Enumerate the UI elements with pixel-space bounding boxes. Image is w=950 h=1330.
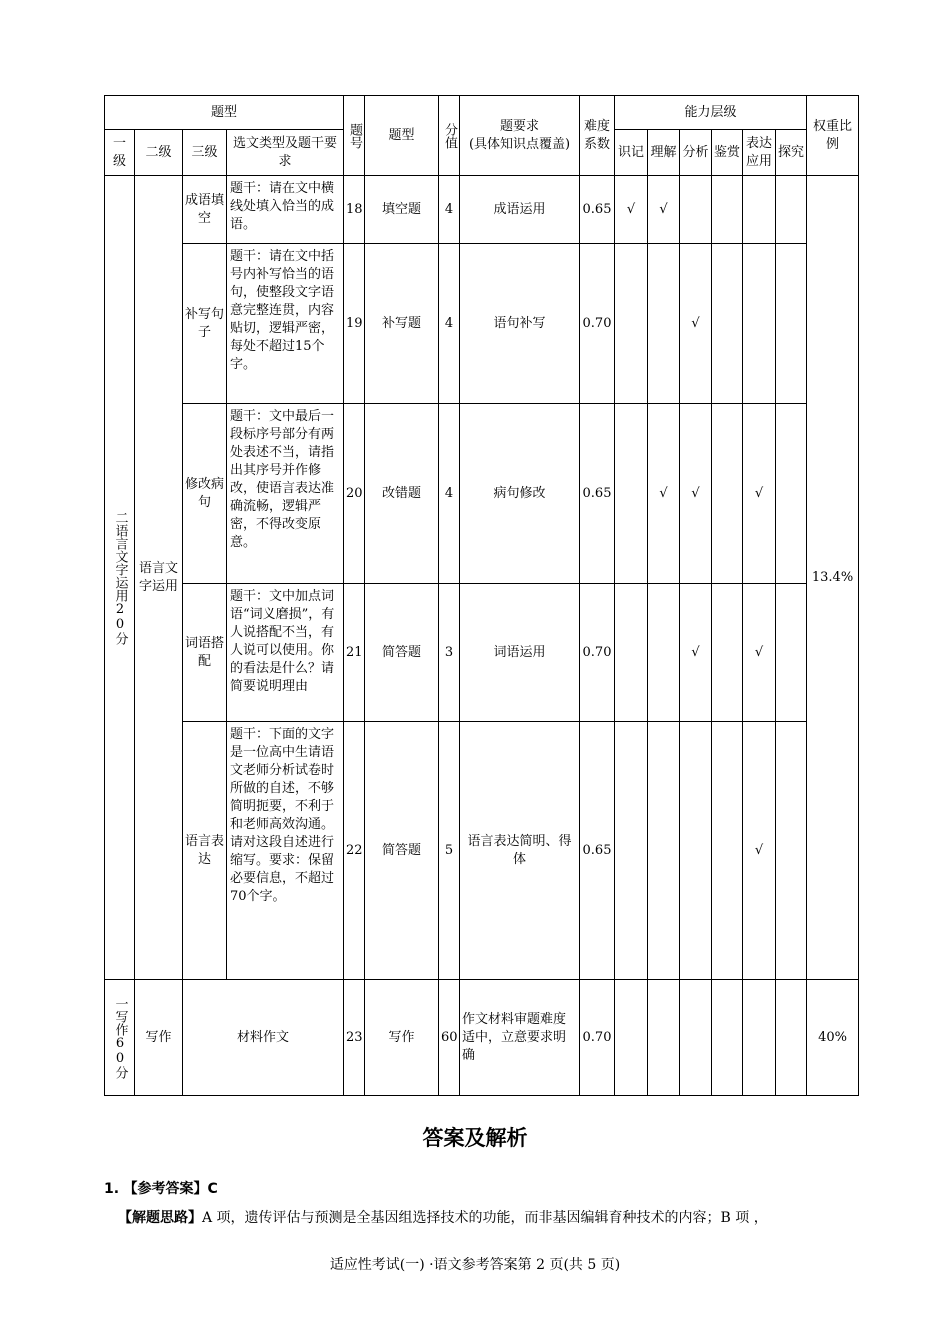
check-mark [712,404,743,584]
knowledge-point: 词语运用 [460,584,580,722]
question-type: 简答题 [365,584,439,722]
header-level-5: 表达应用 [743,130,776,176]
section-title: 答案及解析 [422,1126,528,1150]
check-mark [743,244,776,404]
check-mark [776,584,807,722]
check-mark: √ [743,584,776,722]
table-row [105,404,859,584]
header-level-3: 分析 [680,130,712,176]
knowledge-point: 病句修改 [460,404,580,584]
header-yiji: 一级 [105,130,135,176]
check-mark: √ [680,244,712,404]
header-sanji: 三级 [183,130,227,176]
check-mark: √ [648,404,680,584]
check-mark [712,980,743,1096]
check-mark [743,980,776,1096]
check-mark [776,980,807,1096]
check-mark [615,404,648,584]
knowledge-point: 作文材料审题难度适中，立意要求明确 [460,980,580,1096]
analysis-paragraph [118,1207,863,1229]
question-number: 23 [344,980,365,1096]
check-mark [615,980,648,1096]
level2-cell: 写作 [135,980,183,1096]
answer-value: C [207,1181,218,1197]
sub-type: 补写句子 [183,244,227,404]
header-tihao: 题号 [344,96,365,176]
header-xuanwen: 选文类型及题干要求 [227,130,344,176]
difficulty: 0.65 [580,404,615,584]
check-mark [648,244,680,404]
check-mark [648,980,680,1096]
knowledge-point: 语句补写 [460,244,580,404]
check-mark [615,244,648,404]
check-mark: √ [680,584,712,722]
header-nengli: 能力层级 [615,96,807,130]
check-mark [712,176,743,244]
question-number: 19 [344,244,365,404]
header-fenzhi: 分值 [439,96,460,176]
difficulty: 0.70 [580,980,615,1096]
level1-cell: 二语言文字运用20分 [105,176,135,980]
answer-line [104,1178,218,1198]
question-score: 4 [439,244,460,404]
requirement-text: 题干：请在文中横线处填入恰当的成语。 [227,176,344,244]
header-tixing2: 题型 [365,96,439,176]
question-type: 简答题 [365,722,439,980]
difficulty: 0.70 [580,584,615,722]
difficulty: 0.65 [580,176,615,244]
header-level-1: 识记 [615,130,648,176]
question-number: 22 [344,722,365,980]
check-mark [680,176,712,244]
check-mark: √ [743,404,776,584]
check-mark [712,722,743,980]
question-number: 18 [344,176,365,244]
analysis-text: A 项，遗传评估与预测是全基因组选择技术的功能，而非基因编辑育种技术的内容；B 项 ， [202,1210,768,1226]
weight-cell: 13.4% [807,176,859,980]
page-footer: 适应性考试(一) ·语文参考答案第 2 页(共 5 页) [329,1257,621,1273]
difficulty: 0.70 [580,244,615,404]
sub-type: 修改病句 [183,404,227,584]
table-row [105,176,859,244]
sub-type: 成语填空 [183,176,227,244]
question-type: 补写题 [365,244,439,404]
check-mark [615,584,648,722]
check-mark [615,722,648,980]
level1-cell: 一写作60分 [105,980,135,1096]
check-mark [743,176,776,244]
header-erji: 二级 [135,130,183,176]
table-row [105,722,859,980]
check-mark [680,980,712,1096]
knowledge-point: 语言表达简明、得体 [460,722,580,980]
question-score: 4 [439,404,460,584]
analysis-label: 【解题思路】 [118,1210,202,1226]
question-number: 20 [344,404,365,584]
sub-type: 语言表达 [183,722,227,980]
check-mark [712,244,743,404]
question-type: 填空题 [365,176,439,244]
question-type: 写作 [365,980,439,1096]
check-mark: √ [615,176,648,244]
question-type: 改错题 [365,404,439,584]
check-mark: √ [680,404,712,584]
spec-table [104,95,859,1096]
requirement-text: 题干：下面的文字是一位高中生请语文老师分析试卷时所做的自述，不够简明扼要，不利于和老师高效沟通。请对这段自述进行缩写。要求：保留必要信息，不超过70个字。 [227,722,344,980]
question-score: 4 [439,176,460,244]
header-level-4: 鉴赏 [712,130,743,176]
header-yaoqiu: 题要求 (具体知识点覆盖) [460,96,580,176]
requirement-text: 题干：文中加点词语“词义磨损”，有人说搭配不当，有人说可以使用。你的看法是什么？请简要说明理由 [227,584,344,722]
check-mark [776,176,807,244]
check-mark [648,722,680,980]
table-row [105,244,859,404]
knowledge-point: 成语运用 [460,176,580,244]
header-tixing: 题型 [105,96,344,130]
answer-number: 1. [104,1181,120,1197]
weight-cell: 40% [807,980,859,1096]
header-quanzhong: 权重比例 [807,96,859,176]
level2-cell: 语言文字运用 [135,176,183,980]
check-mark [776,244,807,404]
question-score: 5 [439,722,460,980]
requirement-text: 题干：请在文中括号内补写恰当的语句，使整段文字语意完整连贯，内容贴切，逻辑严密，每处不超过15个字。 [227,244,344,404]
check-mark: √ [743,722,776,980]
table-row [105,980,859,1096]
difficulty: 0.65 [580,722,615,980]
question-score: 3 [439,584,460,722]
check-mark [712,584,743,722]
question-score: 60 [439,980,460,1096]
sub-type: 词语搭配 [183,584,227,722]
requirement-text: 材料作文 [183,980,344,1096]
check-mark [648,584,680,722]
check-mark [680,722,712,980]
question-number: 21 [344,584,365,722]
check-mark: √ [648,176,680,244]
table-row [105,584,859,722]
check-mark [776,404,807,584]
header-nandu: 难度系数 [580,96,615,176]
header-level-2: 理解 [648,130,680,176]
header-level-6: 探究 [776,130,807,176]
check-mark [776,722,807,980]
requirement-text: 题干：文中最后一段标序号部分有两处表述不当，请指出其序号并作修改，使语言表达准确流畅，逻辑严密，不得改变原意。 [227,404,344,584]
answer-label: 【参考答案】 [123,1181,208,1197]
